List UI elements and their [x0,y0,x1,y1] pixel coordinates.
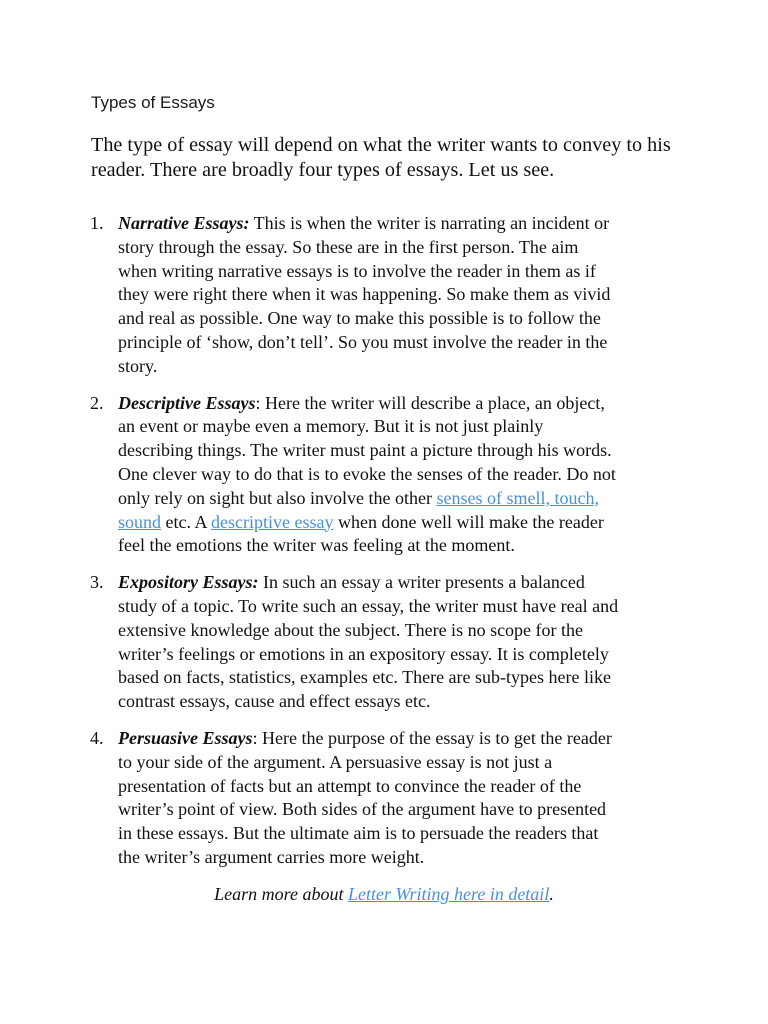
intro-line: The type of essay will depend on what the writer wants to convey to his [91,134,671,156]
list-number: 3. [90,572,104,593]
item-line [118,571,690,595]
item-line [118,511,690,535]
term-persuasive: Persuasive Essays [118,727,253,748]
item-line: when writing narrative essays is to involve the reader in them as if [118,260,596,281]
list-number: 1. [90,213,104,233]
intro-line: reader. There are broadly four types of essays. Let us see. [91,159,555,181]
item-line: extensive knowledge about the subject. There is no scope for the [118,619,584,640]
list-item-narrative [90,212,690,379]
item-line: story. [118,355,158,376]
item-line: the writer’s argument carries more weight. [118,846,425,867]
item-line [118,392,690,416]
list-number: 4. [90,727,104,748]
footer-note [0,882,768,906]
item-line: presentation of facts but an attempt to convince the reader of the [118,775,582,796]
item-text: This is when the writer is narrating an incident or [249,213,610,233]
term-expository: Expository Essays: [118,572,259,593]
letter-writing-link[interactable]: Letter Writing here in detail [348,884,550,904]
item-line [118,727,690,751]
item-line: in these essays. But the ultimate aim is to persuade the readers that [118,823,599,844]
item-text: : Here the purpose of the essay is to get the reader [252,727,612,748]
item-line [118,487,690,511]
list-item-descriptive [90,392,690,559]
item-line: they were right there when it was happening. So make them as vivid [118,284,611,305]
footer-text: . [549,884,554,904]
essay-types-list [90,212,690,883]
item-line: writer’s point of view. Both sides of the argument have to presented [118,799,607,820]
item-text: : Here the writer will describe a place, an object, [255,392,605,413]
list-item-persuasive [90,727,690,870]
item-text: when done well will make the reader [333,511,604,532]
item-line: One clever way to do that is to evoke the senses of the reader. Do not [118,463,616,484]
list-item-expository [90,571,690,714]
item-line [118,212,690,236]
item-line: and real as possible. One way to make this possible is to follow the [118,308,601,329]
item-line: feel the emotions the writer was feeling at the moment. [118,535,515,556]
term-narrative: Narrative Essays: [118,213,250,233]
item-line: to your side of the argument. A persuasive essay is not just a [118,751,553,772]
document-heading: Types of Essays [91,93,215,112]
item-line: based on facts, statistics, examples etc. There are sub-types here like [118,667,611,688]
senses-link-continued[interactable]: sound [118,511,162,532]
item-line: an event or maybe even a memory. But it is not just plainly [118,416,544,437]
item-text: In such an essay a writer presents a balanced [258,572,585,593]
footer-text: Learn more about [214,884,348,904]
descriptive-essay-link[interactable]: descriptive essay [211,511,334,532]
list-number: 2. [90,392,104,413]
item-text: etc. A [161,511,212,532]
item-line: writer’s feelings or emotions in an expository essay. It is completely [118,643,609,664]
senses-link[interactable]: senses of smell, touch, [436,487,599,508]
item-line: story through the essay. So these are in the first person. The aim [118,236,579,257]
item-text: only rely on sight but also involve the other [118,487,437,508]
intro-paragraph [91,133,691,183]
item-line: study of a topic. To write such an essay, the writer must have real and [118,595,619,616]
item-line: describing things. The writer must paint a picture through his words. [118,440,612,461]
item-line: contrast essays, cause and effect essays etc. [118,691,431,712]
term-descriptive: Descriptive Essays [118,392,256,413]
item-line: principle of ‘show, don’t tell’. So you must involve the reader in the [118,331,608,352]
